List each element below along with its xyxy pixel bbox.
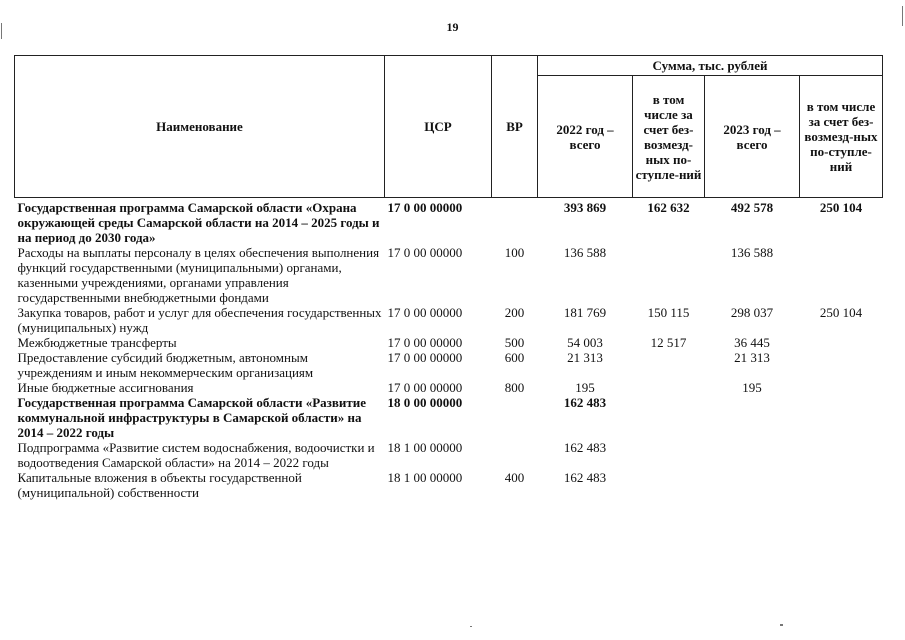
cell-vr: 500 [504, 335, 525, 350]
cell-2022-total: 393 869 [563, 200, 607, 215]
cell-2023-total [705, 470, 800, 500]
cell-2023-total: 36 445 [734, 335, 770, 350]
cell-vr [492, 395, 538, 440]
cell-2022-total: 162 483 [563, 440, 607, 455]
cell-2022-free-receipts: 12 517 [650, 335, 687, 350]
header-2023-free-receipts: в том числе за счет без-возмезд-ных по-ступле-ний [800, 76, 883, 198]
table-row [15, 440, 883, 470]
cell-csr: 18 1 00 00000 [387, 440, 463, 455]
cell-2023-free-receipts [800, 440, 883, 470]
table-header [15, 56, 883, 198]
table-body [15, 198, 883, 501]
cell-2023-total: 195 [742, 380, 762, 395]
cell-2022-total: 136 588 [563, 245, 607, 260]
budget-table [14, 55, 883, 500]
cell-name: Иные бюджетные ассигнования [17, 380, 194, 395]
cell-vr [492, 440, 538, 470]
cell-name: Предоставление субсидий бюджетным, автономным учреждениям и иным некоммерческим организациям [17, 350, 314, 380]
cell-2022-total: 181 769 [563, 305, 607, 320]
cell-2022-free-receipts: 162 632 [647, 200, 690, 215]
cell-csr: 17 0 00 00000 [387, 380, 463, 395]
cell-csr: 17 0 00 00000 [387, 305, 463, 320]
cell-2022-free-receipts [633, 470, 705, 500]
cell-2023-total: 298 037 [730, 305, 774, 320]
cell-csr: 17 0 00 00000 [387, 200, 463, 215]
header-2023-total: 2023 год – всего [705, 76, 800, 198]
scan-artifact-left [1, 23, 2, 39]
cell-2023-free-receipts: 250 104 [819, 200, 863, 215]
cell-2023-total: 21 313 [734, 350, 770, 365]
cell-2023-total: 492 578 [730, 200, 774, 215]
cell-vr [492, 198, 538, 246]
scan-artifact-right [902, 6, 903, 26]
cell-2022-free-receipts [633, 245, 705, 305]
cell-2023-free-receipts: 250 104 [819, 305, 863, 320]
cell-name: Закупка товаров, работ и услуг для обеспечения государственных (муниципальных) нужд [17, 305, 382, 335]
scan-artifact-bottom [780, 624, 783, 626]
cell-2022-free-receipts [633, 380, 705, 395]
cell-csr: 18 0 00 00000 [387, 395, 463, 410]
cell-vr: 600 [504, 350, 525, 365]
scan-artifact-bottom [470, 626, 472, 627]
cell-csr: 18 1 00 00000 [387, 470, 463, 485]
cell-2022-total: 162 483 [563, 395, 607, 410]
cell-2023-free-receipts [800, 335, 883, 350]
cell-2023-free-receipts [800, 395, 883, 440]
table-row [15, 305, 883, 335]
cell-2023-total [705, 440, 800, 470]
cell-name: Государственная программа Самарской области «Охрана окружающей среды Самарской области на 2014 – 2025 годы и на период до 2030 года» [17, 200, 380, 245]
header-csr: ЦСР [385, 56, 492, 198]
cell-name: Капитальные вложения в объекты государственной (муниципальной) собственности [17, 470, 302, 500]
header-name: Наименование [15, 56, 385, 198]
table-row [15, 350, 883, 380]
cell-vr: 100 [504, 245, 525, 260]
cell-2022-total: 21 313 [567, 350, 603, 365]
header-2022-total: 2022 год – всего [538, 76, 633, 198]
cell-2022-total: 54 003 [567, 335, 603, 350]
cell-2023-total: 136 588 [730, 245, 774, 260]
table-row [15, 335, 883, 350]
cell-2022-total: 162 483 [563, 470, 607, 485]
cell-2023-free-receipts [800, 380, 883, 395]
cell-name: Подпрограмма «Развитие систем водоснабжения, водоочистки и водоотведения Самарской области» на 2014 – 2022 годы [17, 440, 375, 470]
table-row [15, 198, 883, 246]
table-row [15, 470, 883, 500]
cell-csr: 17 0 00 00000 [387, 335, 463, 350]
cell-csr: 17 0 00 00000 [387, 245, 463, 260]
cell-2022-free-receipts [633, 395, 705, 440]
cell-2022-total: 195 [575, 380, 595, 395]
table-row [15, 395, 883, 440]
cell-vr: 400 [504, 470, 525, 485]
cell-csr: 17 0 00 00000 [387, 350, 463, 365]
cell-2023-free-receipts [800, 245, 883, 305]
cell-2022-free-receipts: 150 115 [647, 305, 690, 320]
header-vr: ВР [492, 56, 538, 198]
cell-2022-free-receipts [633, 350, 705, 380]
header-2022-free-receipts: в том числе за счет без-возмезд-ных по-ступле-ний [633, 76, 705, 198]
table-row [15, 380, 883, 395]
table-row [15, 245, 883, 305]
cell-2022-free-receipts [633, 440, 705, 470]
cell-vr: 800 [504, 380, 525, 395]
cell-name: Расходы на выплаты персоналу в целях обеспечения выполнения функций государственными (муниципальными) органами, казенными учреждениями, органами управления государственными внебюджетными фондами [17, 245, 380, 305]
header-sum-group: Сумма, тыс. рублей [538, 56, 883, 76]
cell-2023-free-receipts [800, 470, 883, 500]
cell-name: Государственная программа Самарской области «Развитие коммунальной инфраструктуры в Самарской области» на 2014 – 2022 годы [17, 395, 367, 440]
cell-2023-free-receipts [800, 350, 883, 380]
page-number: 19 [446, 20, 459, 34]
cell-name: Межбюджетные трансферты [17, 335, 177, 350]
cell-2023-total [705, 395, 800, 440]
cell-vr: 200 [504, 305, 525, 320]
